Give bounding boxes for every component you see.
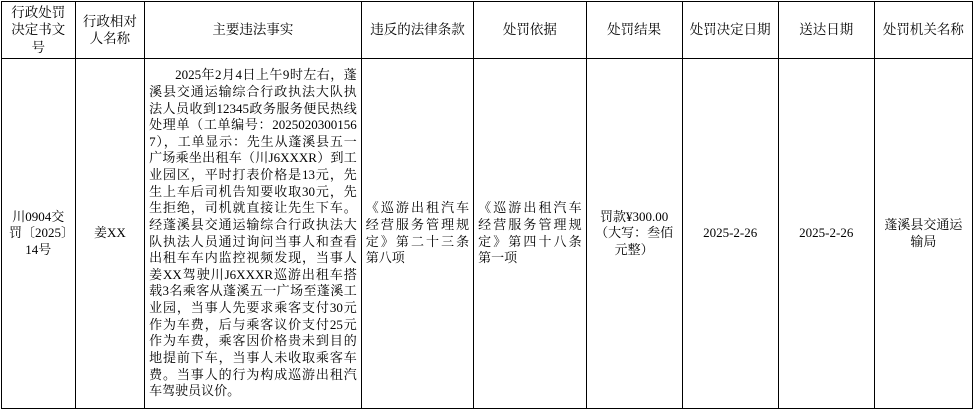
column-header-party-name: 行政相对人名称 [75, 2, 145, 59]
column-header-penalty-basis: 处罚依据 [474, 2, 586, 59]
cell-penalty-basis: 《巡游出租汽车经营服务管理规定》第四十八条第一项 [474, 59, 586, 409]
table-row [2, 59, 973, 409]
table-body [2, 59, 973, 409]
column-header-penalty-result: 处罚结果 [586, 2, 682, 59]
cell-facts: 2025年2月4日上午9时左右，蓬溪县交通运输综合行政执法大队执法人员收到12345政务服务便民热线处理单（工单编号：20250203001567），工单显示：先生从蓬溪县五一广场乘坐出租车（川J6XXXR）到工业园区，平时打表价格是13元，先生上车后司机告知要收取30元，先生拒绝，司机就直接让先生下车。经蓬溪县交通运输综合行政执法大队执法人员通过询问当事人和查看出租车车内监控视频发现，当事人姜XX驾驶川J6XXXR巡游出租车搭载3名乘客从蓬溪五一广场至蓬溪工业园，当事人先要求乘客支付30元作为车费，后与乘客议价支付25元作为车费，乘客因价格贵未到目的地提前下车，当事人未收取乘客车费。当事人的行为构成巡游出租汽车驾驶员议价。 [145, 59, 362, 409]
column-header-organ-name: 处罚机关名称 [874, 2, 972, 59]
table-header [2, 2, 973, 59]
column-header-facts: 主要违法事实 [145, 2, 362, 59]
cell-penalty-result: 罚款¥300.00（大写：叁佰元整） [586, 59, 682, 409]
column-header-decision-date: 处罚决定日期 [682, 2, 778, 59]
cell-organ-name: 蓬溪县交通运输局 [874, 59, 972, 409]
table-header-row [2, 2, 973, 59]
cell-doc-no: 川0904交罚〔2025〕14号 [2, 59, 76, 409]
column-header-law-clause: 违反的法律条款 [361, 2, 473, 59]
penalty-table [1, 1, 973, 409]
cell-decision-date: 2025-2-26 [682, 59, 778, 409]
cell-party-name: 姜XX [75, 59, 145, 409]
column-header-delivery-date: 送达日期 [778, 2, 874, 59]
column-header-doc-no: 行政处罚决定书文号 [2, 2, 76, 59]
cell-law-clause: 《巡游出租汽车经营服务管理规定》第二十三条第八项 [361, 59, 473, 409]
cell-delivery-date: 2025-2-26 [778, 59, 874, 409]
